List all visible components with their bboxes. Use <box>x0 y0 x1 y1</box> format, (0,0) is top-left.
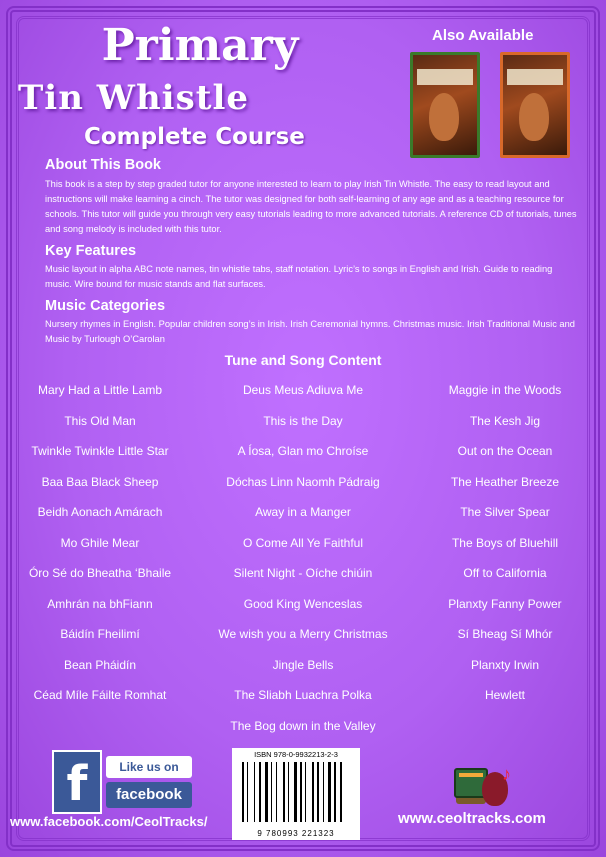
barcode-stripe <box>265 762 268 822</box>
barcode-number: 9 780993 221323 <box>257 829 335 838</box>
tune-item: Amhrán na bhFiann <box>47 596 153 611</box>
barcode-stripe <box>328 762 331 822</box>
tune-item: Mo Ghile Mear <box>60 535 140 550</box>
isbn-barcode <box>232 748 360 840</box>
features-heading: Key Features <box>45 243 137 259</box>
facebook-icon: f <box>52 750 102 814</box>
tune-item: Deus Meus Adiuva Me <box>242 383 364 397</box>
tune-item: This is the Day <box>263 413 343 428</box>
barcode-stripe <box>283 762 285 822</box>
tune-item: We wish you a Merry Christmas <box>218 627 388 641</box>
barcode-stripe <box>312 762 314 822</box>
facebook-like-label: Like us on <box>106 756 192 778</box>
tunes-column-1 <box>0 380 200 716</box>
title-primary: Primary <box>101 20 299 71</box>
tune-item: Twinkle Twinkle Little Star <box>31 444 169 458</box>
tune-item: Maggie in the Woods <box>448 383 562 397</box>
about-heading: About This Book <box>45 157 161 173</box>
barcode-stripe <box>242 762 244 822</box>
tune-item: Báidín Fheilimí <box>60 627 140 641</box>
tune-item: Beidh Aonach Amárach <box>37 505 163 519</box>
tune-item: Planxty Fanny Power <box>448 596 562 611</box>
categories-heading: Music Categories <box>45 298 166 314</box>
barcode-stripe <box>323 762 324 822</box>
tune-item: The Kesh Jig <box>469 413 541 428</box>
tune-item: Óro Sé do Bheatha ‘Bhaile <box>28 566 172 580</box>
tune-item: Bean Pháidín <box>63 657 137 672</box>
tunes-heading: Tune and Song Content <box>224 352 382 368</box>
also-available-label: Also Available <box>432 27 534 44</box>
tune-item: Hewlett <box>484 688 525 702</box>
facebook-wordmark: facebook <box>106 782 192 808</box>
website-url[interactable]: www.ceoltracks.com <box>398 810 546 827</box>
tunes-column-3 <box>405 380 605 716</box>
tune-item: The Boys of Bluehill <box>451 535 559 550</box>
about-text: This book is a step by step graded tutor for anyone interested to learn to play Irish Tin Whistle. The easy to read layout and instructions will make learning a cinch. The tutor was designed for both self-learning of any age and as a teaching resource for schools. This tutor will guide you through very easy tutorials leading to more advanced tutorials. A reference CD of tutorials, tunes and song melody is included with this tutor. <box>45 179 577 234</box>
tune-item: Off to California <box>463 566 547 580</box>
tune-item: Céad Míle Fáilte Romhat <box>33 688 167 702</box>
features-text: Music layout in alpha ABC note names, tin whistle tabs, staff notation. Lyric’s to songs in English and Irish. Guide to reading music. Wire bound for music stands and flat surfaces. <box>45 264 553 289</box>
barcode-stripe <box>305 762 306 822</box>
barcode-stripe <box>340 762 342 822</box>
barcode-stripe <box>276 762 277 822</box>
tune-item: Out on the Ocean <box>457 444 553 458</box>
tune-item: Dóchas Linn Naomh Pádraig <box>226 474 380 489</box>
tune-item: The Sliabh Luachra Polka <box>234 688 372 702</box>
title-complete-course: Complete Course <box>84 124 305 150</box>
book-cover-image-1 <box>410 52 480 158</box>
tune-item: The Heather Breeze <box>450 474 560 489</box>
tune-item: Silent Night - Oíche chiúin <box>233 566 373 580</box>
tune-item: Planxty Irwin <box>470 657 540 672</box>
tune-item: A Íosa, Glan mo Chroíse <box>237 444 369 458</box>
barcode-stripe <box>254 762 255 822</box>
tunes-column-2 <box>203 380 403 746</box>
tune-item: Mary Had a Little Lamb <box>37 383 163 397</box>
isbn-text: ISBN 978-0-9932213-2-3 <box>254 750 338 759</box>
title-tin-whistle: Tin Whistle <box>18 78 249 118</box>
tune-item: Sí Bheag Sí Mhór <box>457 627 553 641</box>
tune-item: Jingle Bells <box>272 657 334 672</box>
barcode-stripe <box>259 762 261 822</box>
tune-item: Good King Wenceslas <box>243 596 363 611</box>
barcode-stripe <box>294 762 297 822</box>
tune-item: This Old Man <box>64 413 136 428</box>
facebook-url[interactable]: www.facebook.com/CeolTracks/ <box>10 814 208 829</box>
book-cover-image-2 <box>500 52 570 158</box>
tune-item: The Silver Spear <box>460 505 550 519</box>
tune-item: Away in a Manger <box>255 505 351 519</box>
tune-item: O Come All Ye Faithful <box>242 535 364 550</box>
tune-item: The Bog down in the Valley <box>230 718 376 733</box>
barcode-stripe <box>247 762 248 822</box>
barcode-stripe <box>317 762 319 822</box>
barcode-bars <box>242 762 354 822</box>
categories-text: Nursery rhymes in English. Popular children song’s in Irish. Irish Ceremonial hymns. Christmas music. Irish Traditional Music and Music by Turlough O’Carolan <box>45 319 575 344</box>
barcode-stripe <box>288 762 289 822</box>
barcode-stripe <box>300 762 302 822</box>
music-note-icon: ♪ <box>502 764 511 784</box>
barcode-stripe <box>334 762 336 822</box>
facebook-badge[interactable] <box>52 750 192 814</box>
tune-item: Baa Baa Black Sheep <box>41 474 159 489</box>
ceoltracks-logo <box>448 764 518 810</box>
barcode-stripe <box>271 762 272 822</box>
